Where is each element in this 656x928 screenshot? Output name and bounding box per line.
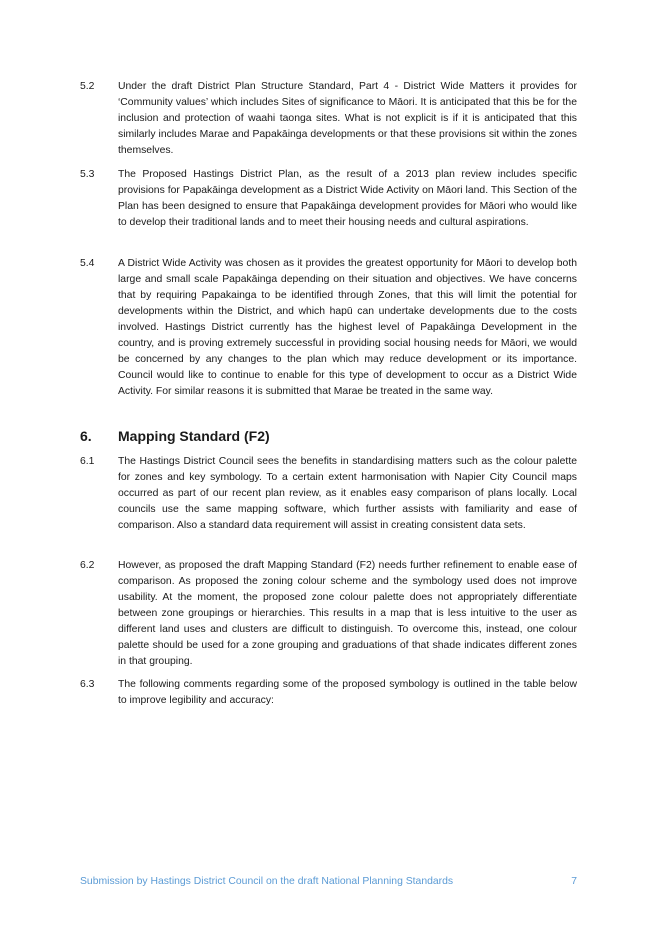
paragraph-number: 6.3 xyxy=(80,679,95,690)
paragraph-number: 5.2 xyxy=(80,81,95,92)
paragraph-6-3 xyxy=(80,677,577,709)
paragraph-number: 5.4 xyxy=(80,258,95,269)
paragraph-5-3 xyxy=(80,167,577,231)
footer-text: Submission by Hastings District Council on the draft National Planning Standards xyxy=(80,876,454,887)
paragraph-text: However, as proposed the draft Mapping Standard (F2) needs further refinement to enable ease of comparison. As proposed the zoning colour scheme and the symbology used does not improve usability. At the moment, the proposed zone colour palette does not appropriately differentiate between zone groupings or hierarchies. This results in a map that is less intuitive to the user as different land uses and clusters are difficult to distinguish. To overcome this, instead, one colour palette should be used for a zone grouping and graduations of that shade indicates different zones in that grouping. xyxy=(118,560,577,667)
paragraph-number: 6.2 xyxy=(80,560,95,571)
paragraph-6-1 xyxy=(80,454,577,534)
section-title: Mapping Standard (F2) xyxy=(118,428,270,444)
section-number: 6. xyxy=(80,428,92,444)
paragraph-text: The Proposed Hastings District Plan, as the result of a 2013 plan review includes specific provisions for Papakāinga development as a District Wide Activity on Māori land. This Section of the Plan has been designed to ensure that Papakāinga development provides for Māori who would like to develop their traditional lands and to meet their housing needs and cultural aspirations. xyxy=(118,169,577,228)
paragraph-5-2 xyxy=(80,79,577,159)
paragraph-text: The Hastings District Council sees the benefits in standardising matters such as the colour palette for zones and key symbology. To a certain extent harmonisation with Napier City Council maps occurred as part of our recent plan review, as it enables easy comparison of plans locally. Local councils use the same mapping software, which further assists with familiarity and ease of comparison. Also a standard data requirement will assist in creating consistent data sets. xyxy=(118,456,577,531)
paragraph-number: 6.1 xyxy=(80,456,95,467)
section-heading xyxy=(80,427,577,445)
paragraph-5-4 xyxy=(80,256,577,400)
paragraph-text: The following comments regarding some of the proposed symbology is outlined in the table below to improve legibility and accuracy: xyxy=(118,679,577,706)
paragraph-6-2 xyxy=(80,558,577,670)
paragraph-text: A District Wide Activity was chosen as it provides the greatest opportunity for Māori to develop both large and small scale Papakāinga depending on their situation and objectives. We have concerns that by requiring Papakainga to be identified through Zones, that this will limit the potential for developments within the District, and which hapū can undertake developments due to the costs involved. Hastings District currently has the highest level of Papakāinga Development in the country, and is proving extremely successful in providing social housing needs for Māori, we would be concerned by any changes to the plan which may reduce development or its importance. Council would like to continue to enable for this type of development to occur as a District Wide Activity. For similar reasons it is submitted that Marae be treated in the same way. xyxy=(118,258,577,397)
paragraph-number: 5.3 xyxy=(80,169,95,180)
page-number: 7 xyxy=(571,876,577,887)
paragraph-text: Under the draft District Plan Structure Standard, Part 4 - District Wide Matters it provides for ‘Community values’ which includes Sites of significance to Māori. It is anticipated that this be for the inclusion and protection of waahi taonga sites. What is not explicit is if it is anticipated that this similarly includes Marae and Papakāinga developments or that these provisions sit within the zones themselves. xyxy=(118,81,577,156)
